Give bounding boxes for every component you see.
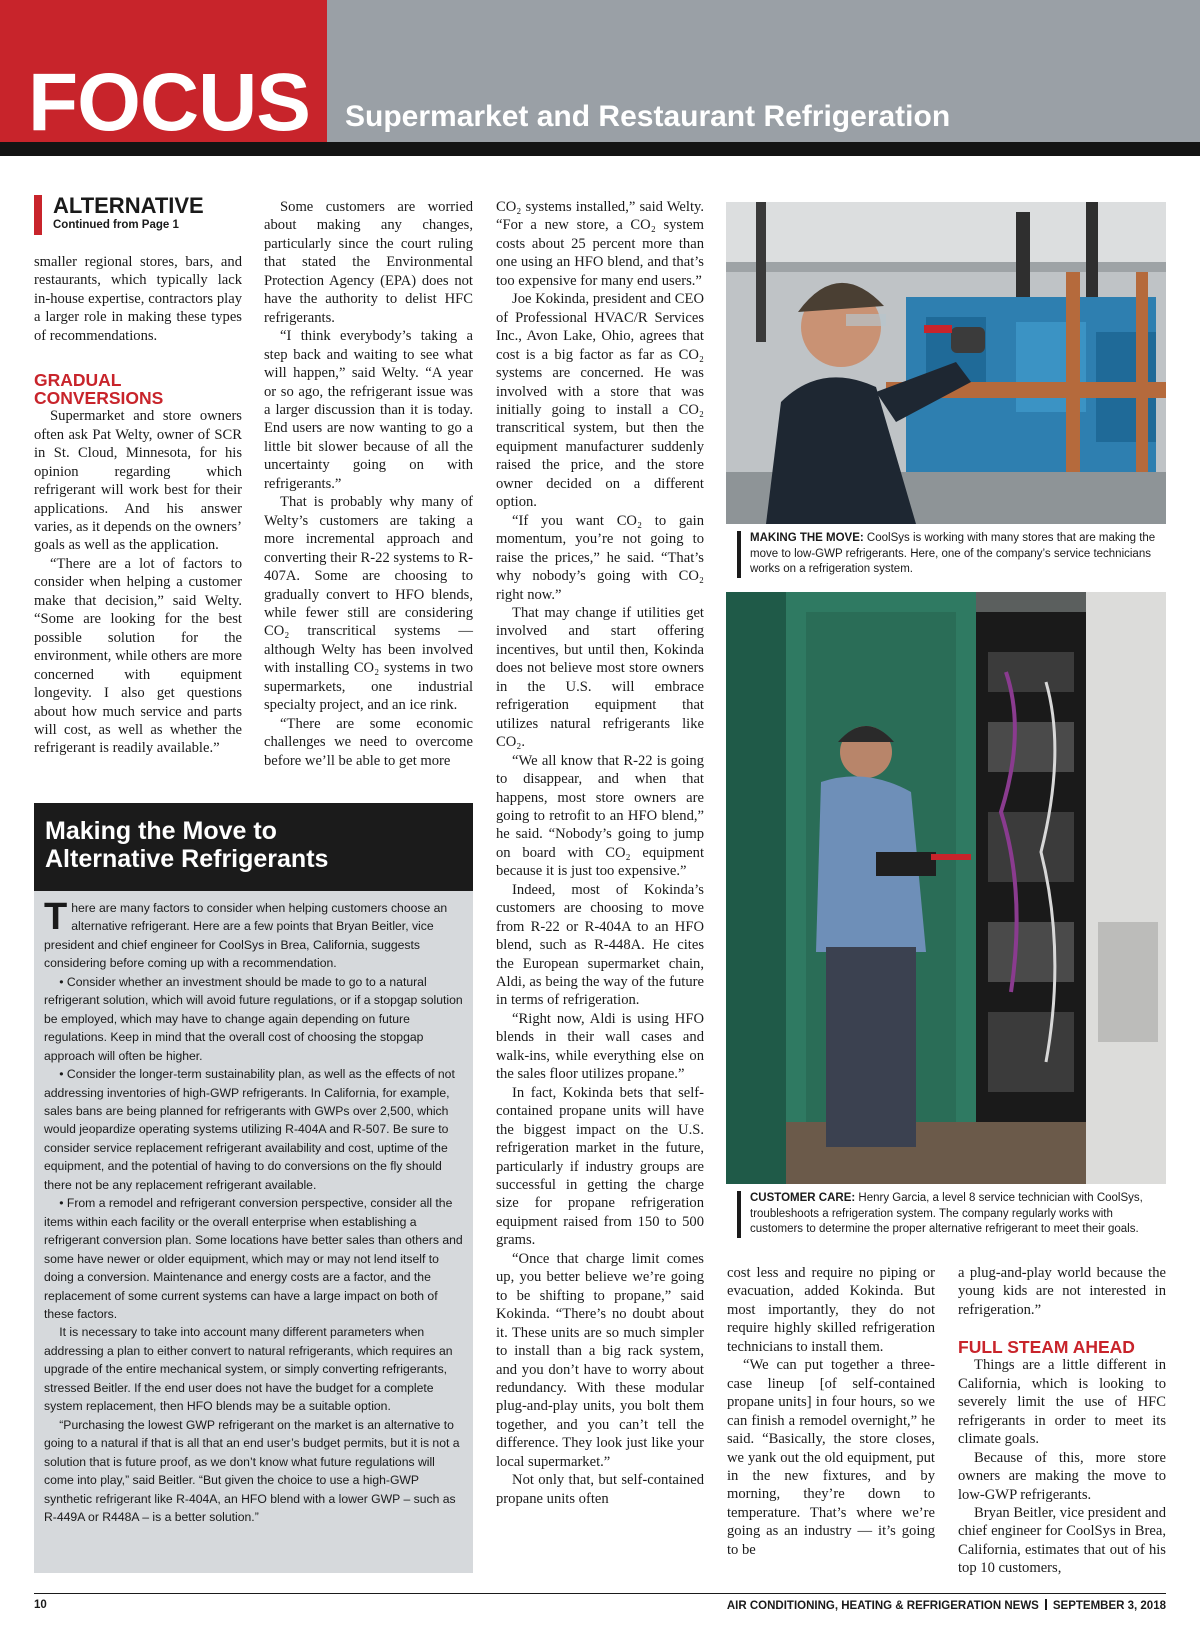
caption-label: MAKING THE MOVE: bbox=[750, 532, 864, 544]
paragraph: “We all know that R-22 is going to disappear, and when that happens, most store owners are going to retrofit to an HFO blend,” he said. “Nobody’s going to jump on board with CO₂ equipment because it is just too expensive.” bbox=[496, 752, 704, 880]
paragraph: That may change if utilities get involved and start offering incentives, but until then, Kokinda does not believe most store owners in the U.S. will embrace refrigeration equipment that utilizes natural refrigerants like CO₂. bbox=[496, 604, 704, 751]
paragraph: a plug-and-play world because the young kids are not interested in refrigeration.” bbox=[958, 1265, 1166, 1318]
jump-heading bbox=[34, 195, 204, 235]
publication-name: AIR CONDITIONING, HEATING & REFRIGERATION NEWS bbox=[726, 1600, 1039, 1612]
photo-2-caption: CUSTOMER CARE: Henry Garcia, a level 8 service technician with CoolSys, troubleshoots a refrigeration system. The company regularly works with customers to determine the proper alternative refrigerant to meet their goals. bbox=[737, 1191, 1157, 1238]
sidebar-title-line-2: Alternative Refrigerants bbox=[45, 845, 329, 873]
paragraph: Supermarket and store owners often ask Pat Welty, owner of SCR in St. Cloud, Minnesota, for his opinion regarding which refrigerant will work best for their applications. And his answer varies, as it depends on the owners’ goals as well as the application. bbox=[34, 408, 242, 554]
paragraph: “Once that charge limit comes up, you better believe we’re going to be shifting to propane,” said Kokinda. “There’s no doubt about it. These units are so much simpler to install than a big rack system, and you don’t have to worry about redundancy. With these modular plug-and-play units, you bolt them together, and you can’t tell the difference. They look just like your local supermarket.” bbox=[496, 1250, 704, 1470]
paragraph: Because of this, more store owners are making the move to low-GWP refrigerants. bbox=[958, 1449, 1166, 1503]
photo-technician-electrical-panel bbox=[726, 592, 1166, 1184]
paragraph: “Right now, Aldi is using HFO blends in their wall cases and walk-ins, while everything else on the sales floor utilizes propane.” bbox=[496, 1010, 704, 1083]
sidebar-bullet-1: • Consider whether an investment should be made to go to a natural refrigerant solution, which will avoid future regulations, or if a stopgap solution be employed, which may have to change again depending on future regulations. Keep in mind that the overall cost of choosing the stopgap approach will often be higher. bbox=[44, 974, 463, 1063]
paragraph: Things are a little different in California, which is looking to severely limit the use of HFC refrigerants in order to meet its climate goals. bbox=[958, 1357, 1166, 1448]
article-column-4 bbox=[727, 1264, 935, 1559]
paragraph: Joe Kokinda, president and CEO of Professional HVAC/R Services Inc., Avon Lake, Ohio, agrees that cost is a big factor as far as CO₂ systems are concerned. He was involved with a store that was initially going to install a CO₂ transcritical system, but then the equipment manufacturer suddenly raised the price, and the store owner decided on a different option. bbox=[496, 291, 704, 511]
section-title: FOCUS bbox=[28, 57, 310, 148]
sidebar-quote: “Purchasing the lowest GWP refrigerant on the market is an alternative to going to a natural if that is all that an end user’s budget permits, but it is not a solution that is future proof, as we don’t know what future regulations will come into play,” said Beitler. “But given the choice to use a high-GWP synthetic refrigerant like R-404A, an HFO blend with a lower GWP – such as R-449A or R448A – is a better solution.” bbox=[44, 1417, 460, 1524]
drop-cap: T bbox=[44, 896, 68, 938]
footer-rule bbox=[34, 1593, 1166, 1594]
sidebar-paragraph: It is necessary to take into account many different parameters when addressing a plan to either convert to natural refrigerants, which requires an upgrade of the entire mechanical system, or simply converting refrigerants, stressed Beitler. If the end user does not have the budget for a complete system replacement, then HFO blends may be a suitable option. bbox=[44, 1325, 453, 1414]
sidebar-title-line-1: Making the Move to bbox=[45, 817, 277, 845]
paragraph: Some customers are worried about making any changes, particularly since the court ruling that stated the Environmental Protection Agency (EPA) does not have the authority to delist HFC refrigerants. bbox=[264, 199, 473, 326]
paragraph: Bryan Beitler, vice president and chief engineer for CoolSys in Brea, California, estimates that out of his top 10 customers, bbox=[958, 1504, 1166, 1577]
issue-date: SEPTEMBER 3, 2018 bbox=[1052, 1600, 1166, 1612]
paragraph: Indeed, most of Kokinda’s customers are choosing to move from R-22 or R-404A to an HFO blend, such as R-448A. He cites the European supermarket chain, Aldi, as being the way of the future in terms of refrigeration. bbox=[496, 881, 704, 1009]
sidebar-body bbox=[34, 891, 473, 1573]
paragraph: “I think everybody’s taking a step back and waiting to see what will happen,” said Welty. “A year or so ago, the refrigerant issue was a larger discussion than it is today. End users are now wanting to go a little bit slower because of all the uncertainty going on with refrigerants.” bbox=[264, 328, 473, 492]
paragraph: That is probably why many of Welty’s customers are taking a more incremental approach and converting their R-22 systems to R-407A. Some are choosing to gradually convert to HFO blends, while fewer still are considering CO₂ transcritical systems — although Welty has been involved with installing CO₂ systems in two supermarkets, one industrial specialty project, and an ice rink. bbox=[264, 494, 473, 714]
paragraph: “There are a lot of factors to consider when helping a customer make that decision,” said Welty. “Some are looking for the best possible solution for the environment, while others are more concerned with equipment longevity. I also get questions about how much service and parts will cost, as well as whether the refrigerant is readily available.” bbox=[34, 555, 242, 757]
paragraph: Not only that, but self-contained propane units often bbox=[496, 1472, 704, 1507]
paragraph: smaller regional stores, bars, and restaurants, which typically lack in-house expertise, contractors play a larger role in making these types of recommendations. bbox=[34, 254, 242, 344]
sidebar-intro: There are many factors to consider when helping customers choose an alternative refrigerant. Here are a few points that Bryan Beitler, vice president and chief engineer for CoolSys in Brea, California, suggests considering before coming up with a recommendation. bbox=[44, 896, 448, 971]
sidebar-heading bbox=[34, 803, 473, 891]
paragraph: “We can put together a three-case lineup [of self-contained propane units] in four hours, so we can finish a remodel overnight,” he said. “Basically, the store closes, we yank out the old equipment, put in the new fixtures, and by morning, they’re down to temperature. That’s where we’re going as an industry — it’s going to be bbox=[727, 1357, 935, 1558]
paragraph: “If you want CO₂ to gain momentum, you’re not going to raise the prices,” he said. “That’s why nobody’s going with CO₂ right now.” bbox=[496, 512, 704, 603]
paragraph: “There are some economic challenges we need to overcome before we’ll be able to get more bbox=[264, 715, 473, 769]
article-column-2 bbox=[264, 198, 473, 770]
photo-technician-compressors bbox=[726, 202, 1166, 524]
sidebar-bullet-3: • From a remodel and refrigerant conversion perspective, consider all the items within each facility or the overall enterprise when establishing a refrigerant conversion plan. Some locations have better sales than others and some have newer or older equipment, which may or may not lend itself to doing a conversion. Maintenance and energy costs are a factor, and the replacement of some current systems can have a large impact on both of these factors. bbox=[44, 1196, 463, 1321]
caption-label: CUSTOMER CARE: bbox=[750, 1192, 856, 1204]
jump-note: Continued from Page 1 bbox=[53, 219, 179, 231]
jump-title: ALTERNATIVE bbox=[53, 193, 204, 218]
section-subtitle: Supermarket and Restaurant Refrigeration bbox=[345, 100, 951, 133]
article-column-1 bbox=[34, 253, 242, 758]
paragraph: In fact, Kokinda bets that self-contained propane units will have the biggest impact on the U.S. refrigeration market in the future, particularly if industry groups are successful in getting the charge size for propane refrigeration equipment raised from 150 to 500 grams. bbox=[496, 1084, 704, 1249]
subhead-gradual-conversions: GRADUAL CONVERSIONS bbox=[34, 370, 164, 409]
footer-publication bbox=[727, 1599, 1166, 1612]
footer-separator bbox=[1045, 1599, 1047, 1610]
paragraph: CO₂ systems installed,” said Welty. “For a new store, a CO₂ system costs about 25 percent more than one using an HFO blend, and that’s too expensive for many end users.” bbox=[496, 199, 704, 289]
article-column-5 bbox=[958, 1264, 1166, 1578]
page-number: 10 bbox=[34, 1599, 47, 1611]
subhead-full-steam-ahead: FULL STEAM AHEAD bbox=[958, 1337, 1135, 1358]
paragraph: cost less and require no piping or evacuation, added Kokinda. But most importantly, they do not require highly skilled refrigeration technicians to install them. bbox=[727, 1265, 935, 1355]
photo-1-caption: MAKING THE MOVE: CoolSys is working with many stores that are making the move to low-GWP refrigerants. Here, one of the company’s service technicians works on a refrigeration system. bbox=[737, 531, 1157, 578]
article-column-3 bbox=[496, 198, 704, 1508]
sidebar-bullet-2: • Consider the longer-term sustainability plan, as well as the effects of not addressing inventories of high-GWP refrigerants. In California, for example, sales bans are being planned for refrigerants with GWPs over 2,500, which would jeopardize operating systems utilizing R-404A and R-507. Be sure to consider service replacement refrigerant availability and cost, uptime of the equipment, and the potential of having to do conversions on the fly should there not be any replacement refrigerant available. bbox=[44, 1067, 455, 1192]
